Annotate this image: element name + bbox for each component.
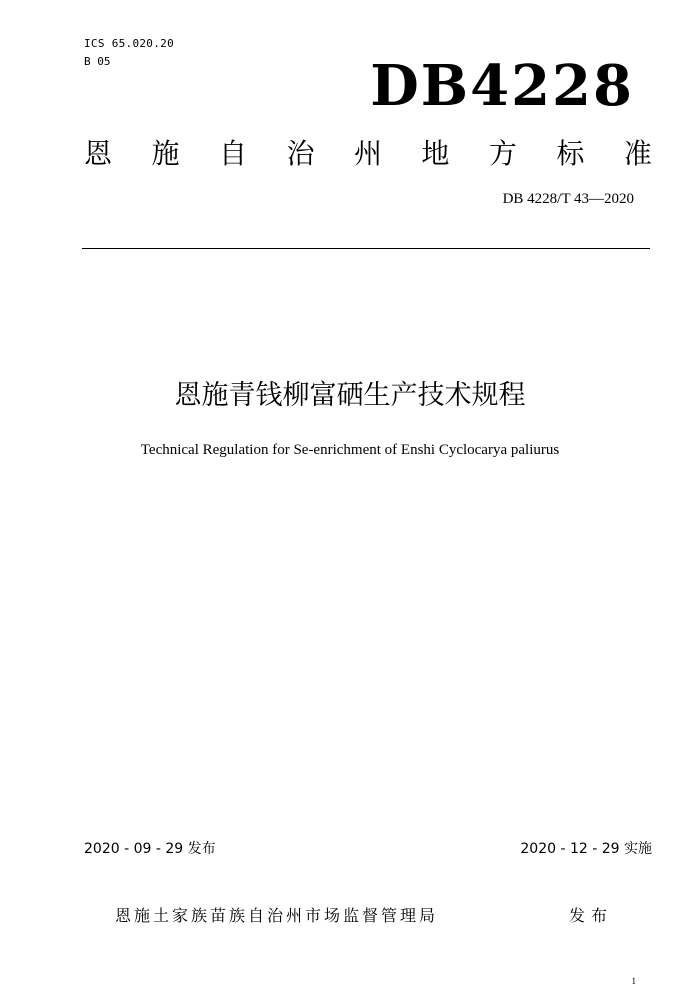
standard-type-char: 治 — [286, 137, 315, 170]
issuing-authority: 恩施土家族苗族自治州市场监督管理局 — [115, 906, 439, 925]
standard-type-char: 州 — [353, 137, 382, 170]
ccs-code: B 05 — [84, 55, 111, 68]
standard-type-char: 恩 — [84, 137, 113, 170]
standard-type-char: 方 — [488, 137, 517, 170]
issue-date: 2020 - 09 - 29 发布 — [84, 841, 216, 857]
standard-number: DB 4228/T 43—2020 — [502, 191, 634, 207]
ics-code: ICS 65.020.20 — [84, 37, 174, 50]
standard-type-heading — [84, 138, 652, 170]
standard-logo: DB4228 — [370, 53, 634, 119]
standard-type-char: 准 — [623, 137, 652, 170]
standard-type-char: 地 — [421, 137, 450, 170]
standard-type-char: 施 — [151, 137, 180, 170]
standard-type-char: 自 — [218, 137, 247, 170]
header-divider — [82, 248, 650, 249]
document-title-english: Technical Regulation for Se-enrichment of Enshi Cyclocarya paliurus — [140, 442, 560, 458]
document-title-chinese: 恩施青钱柳富硒生产技术规程 — [174, 380, 526, 411]
implementation-date: 2020 - 12 - 29 实施 — [520, 841, 652, 857]
issue-label: 发布 — [569, 906, 614, 925]
standard-type-char: 标 — [556, 137, 585, 170]
page-number: 1 — [631, 976, 636, 986]
